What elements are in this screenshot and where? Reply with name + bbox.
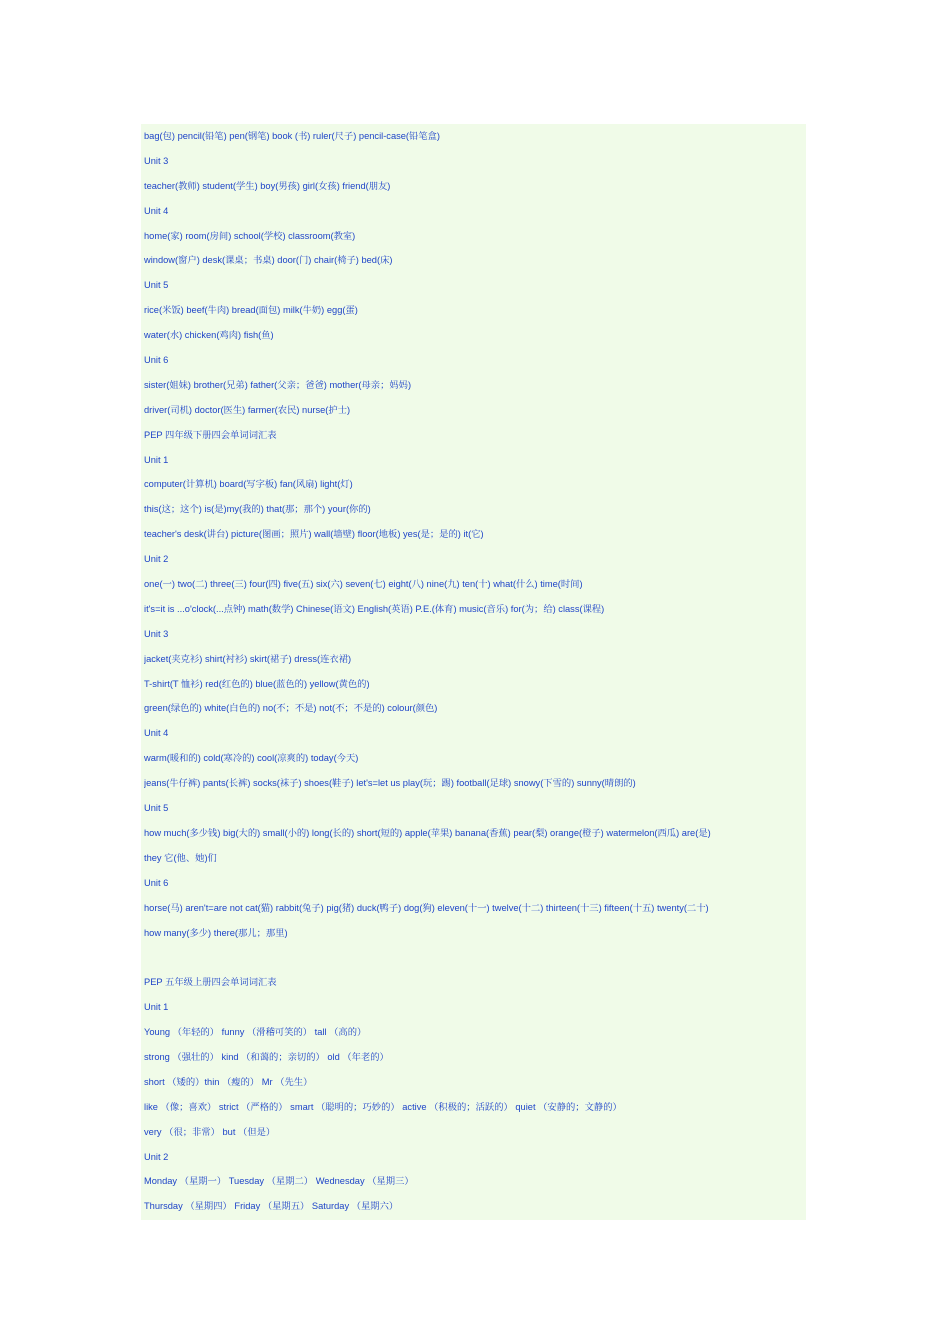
text-line: rice(米饭) beef(牛肉) bread(面包) milk(牛奶) egg(蛋) (144, 305, 358, 316)
unit-heading: Unit 5 (144, 280, 169, 291)
unit-heading: Unit 3 (144, 628, 169, 639)
text-line: horse(马) aren't=are not cat(猫) rabbit(兔子) pig(猪) duck(鸭子) dog(狗) eleven(十一) twelve(十二) thirteen(十三) fifteen(十五) twenty(二十) (144, 902, 709, 913)
text-line: they 它(他、她)们 (144, 852, 217, 863)
text-line: T-shirt(T 恤衫) red(红色的) blue(蓝色的) yellow(黄色的) (144, 678, 370, 689)
text-line: it's=it is ...o'clock(...点钟) math(数学) Chinese(语文) English(英语) P.E.(体育) music(音乐) for(为；给) class(课程) (144, 603, 605, 614)
text-line: how many(多少) there(那儿；那里) (144, 927, 288, 938)
text-line: very （很；非常） but （但是） (144, 1126, 276, 1137)
text-line: jacket(夹克衫) shirt(衬衫) skirt(裙子) dress(连衣裙) (144, 653, 352, 664)
unit-heading: Unit 4 (144, 205, 169, 216)
text-line: sister(姐妹) brother(兄弟) father(父亲；爸爸) mother(母亲；妈妈) (144, 379, 412, 390)
text-line: teacher's desk(讲台) picture(图画；照片) wall(墙壁) floor(地板) yes(是；是的) it(它) (144, 529, 484, 540)
unit-heading: Unit 5 (144, 803, 169, 814)
text-line: this(这；这个) is(是)my(我的) that(那；那个) your(你的) (144, 504, 371, 515)
unit-heading: Unit 3 (144, 155, 169, 166)
text-line: warm(暖和的) cold(寒冷的) cool(凉爽的) today(今天) (144, 753, 359, 764)
unit-heading: Unit 2 (144, 554, 169, 565)
text-line: computer(计算机) board(写字板) fan(风扇) light(灯) (144, 479, 353, 490)
unit-heading: Unit 1 (144, 1002, 169, 1013)
unit-heading: Unit 4 (144, 728, 169, 739)
text-line: window(窗户) desk(课桌；书桌) door(门) chair(椅子) bed(床) (144, 255, 393, 266)
text-line: driver(司机) doctor(医生) farmer(农民) nurse(护士) (144, 404, 351, 415)
text-line: Monday （星期一） Tuesday （星期二） Wednesday （星期三） (144, 1176, 414, 1187)
text-line: short （矮的）thin （瘦的） Mr （先生） (144, 1076, 313, 1087)
text-line: teacher(教师) student(学生) boy(男孩) girl(女孩) friend(朋友) (144, 180, 391, 191)
vocabulary-text-block (144, 124, 808, 1219)
text-line: one(一) two(二) three(三) four(四) five(五) six(六) seven(七) eight(八) nine(九) ten(十) what(什么) time(时间) (144, 579, 583, 590)
text-line: strong （强壮的） kind （和蔼的；亲切的） old （年老的） (144, 1051, 389, 1062)
blank-line (144, 945, 808, 970)
text-line: Thursday （星期四） Friday （星期五） Saturday （星期六） (144, 1201, 399, 1212)
unit-heading: Unit 6 (144, 877, 169, 888)
section-heading: PEP 四年级下册四会单词词汇表 (144, 429, 277, 440)
unit-heading: Unit 2 (144, 1151, 169, 1162)
text-line: Young （年轻的） funny （滑稽可笑的） tall （高的） (144, 1027, 367, 1038)
text-line: how much(多少钱) big(大的) small(小的) long(长的) short(短的) apple(苹果) banana(香蕉) pear(梨) orange(橙子) watermelon(西瓜) are(是) (144, 827, 711, 838)
text-line: jeans(牛仔裤) pants(长裤) socks(袜子) shoes(鞋子) let's=let us play(玩；踢) football(足球) snowy(下雪的) sunny(晴朗的) (144, 778, 636, 789)
section-heading: PEP 五年级上册四会单词词汇表 (144, 977, 277, 988)
text-line: bag(包) pencil(铅笔) pen(钢笔) book (书) ruler(尺子) pencil-case(铅笔盒) (144, 131, 441, 141)
unit-heading: Unit 6 (144, 355, 169, 366)
text-line: home(家) room(房间) school(学校) classroom(教室) (144, 230, 356, 241)
text-line: water(水) chicken(鸡肉) fish(鱼) (144, 330, 274, 341)
text-line: like （像；喜欢） strict （严格的） smart （聪明的；巧妙的） active （积极的；活跃的） quiet （安静的；文静的） (144, 1101, 622, 1112)
text-line: green(绿色的) white(白色的) no(不；不是) not(不；不是的) colour(颜色) (144, 703, 438, 714)
unit-heading: Unit 1 (144, 454, 169, 465)
